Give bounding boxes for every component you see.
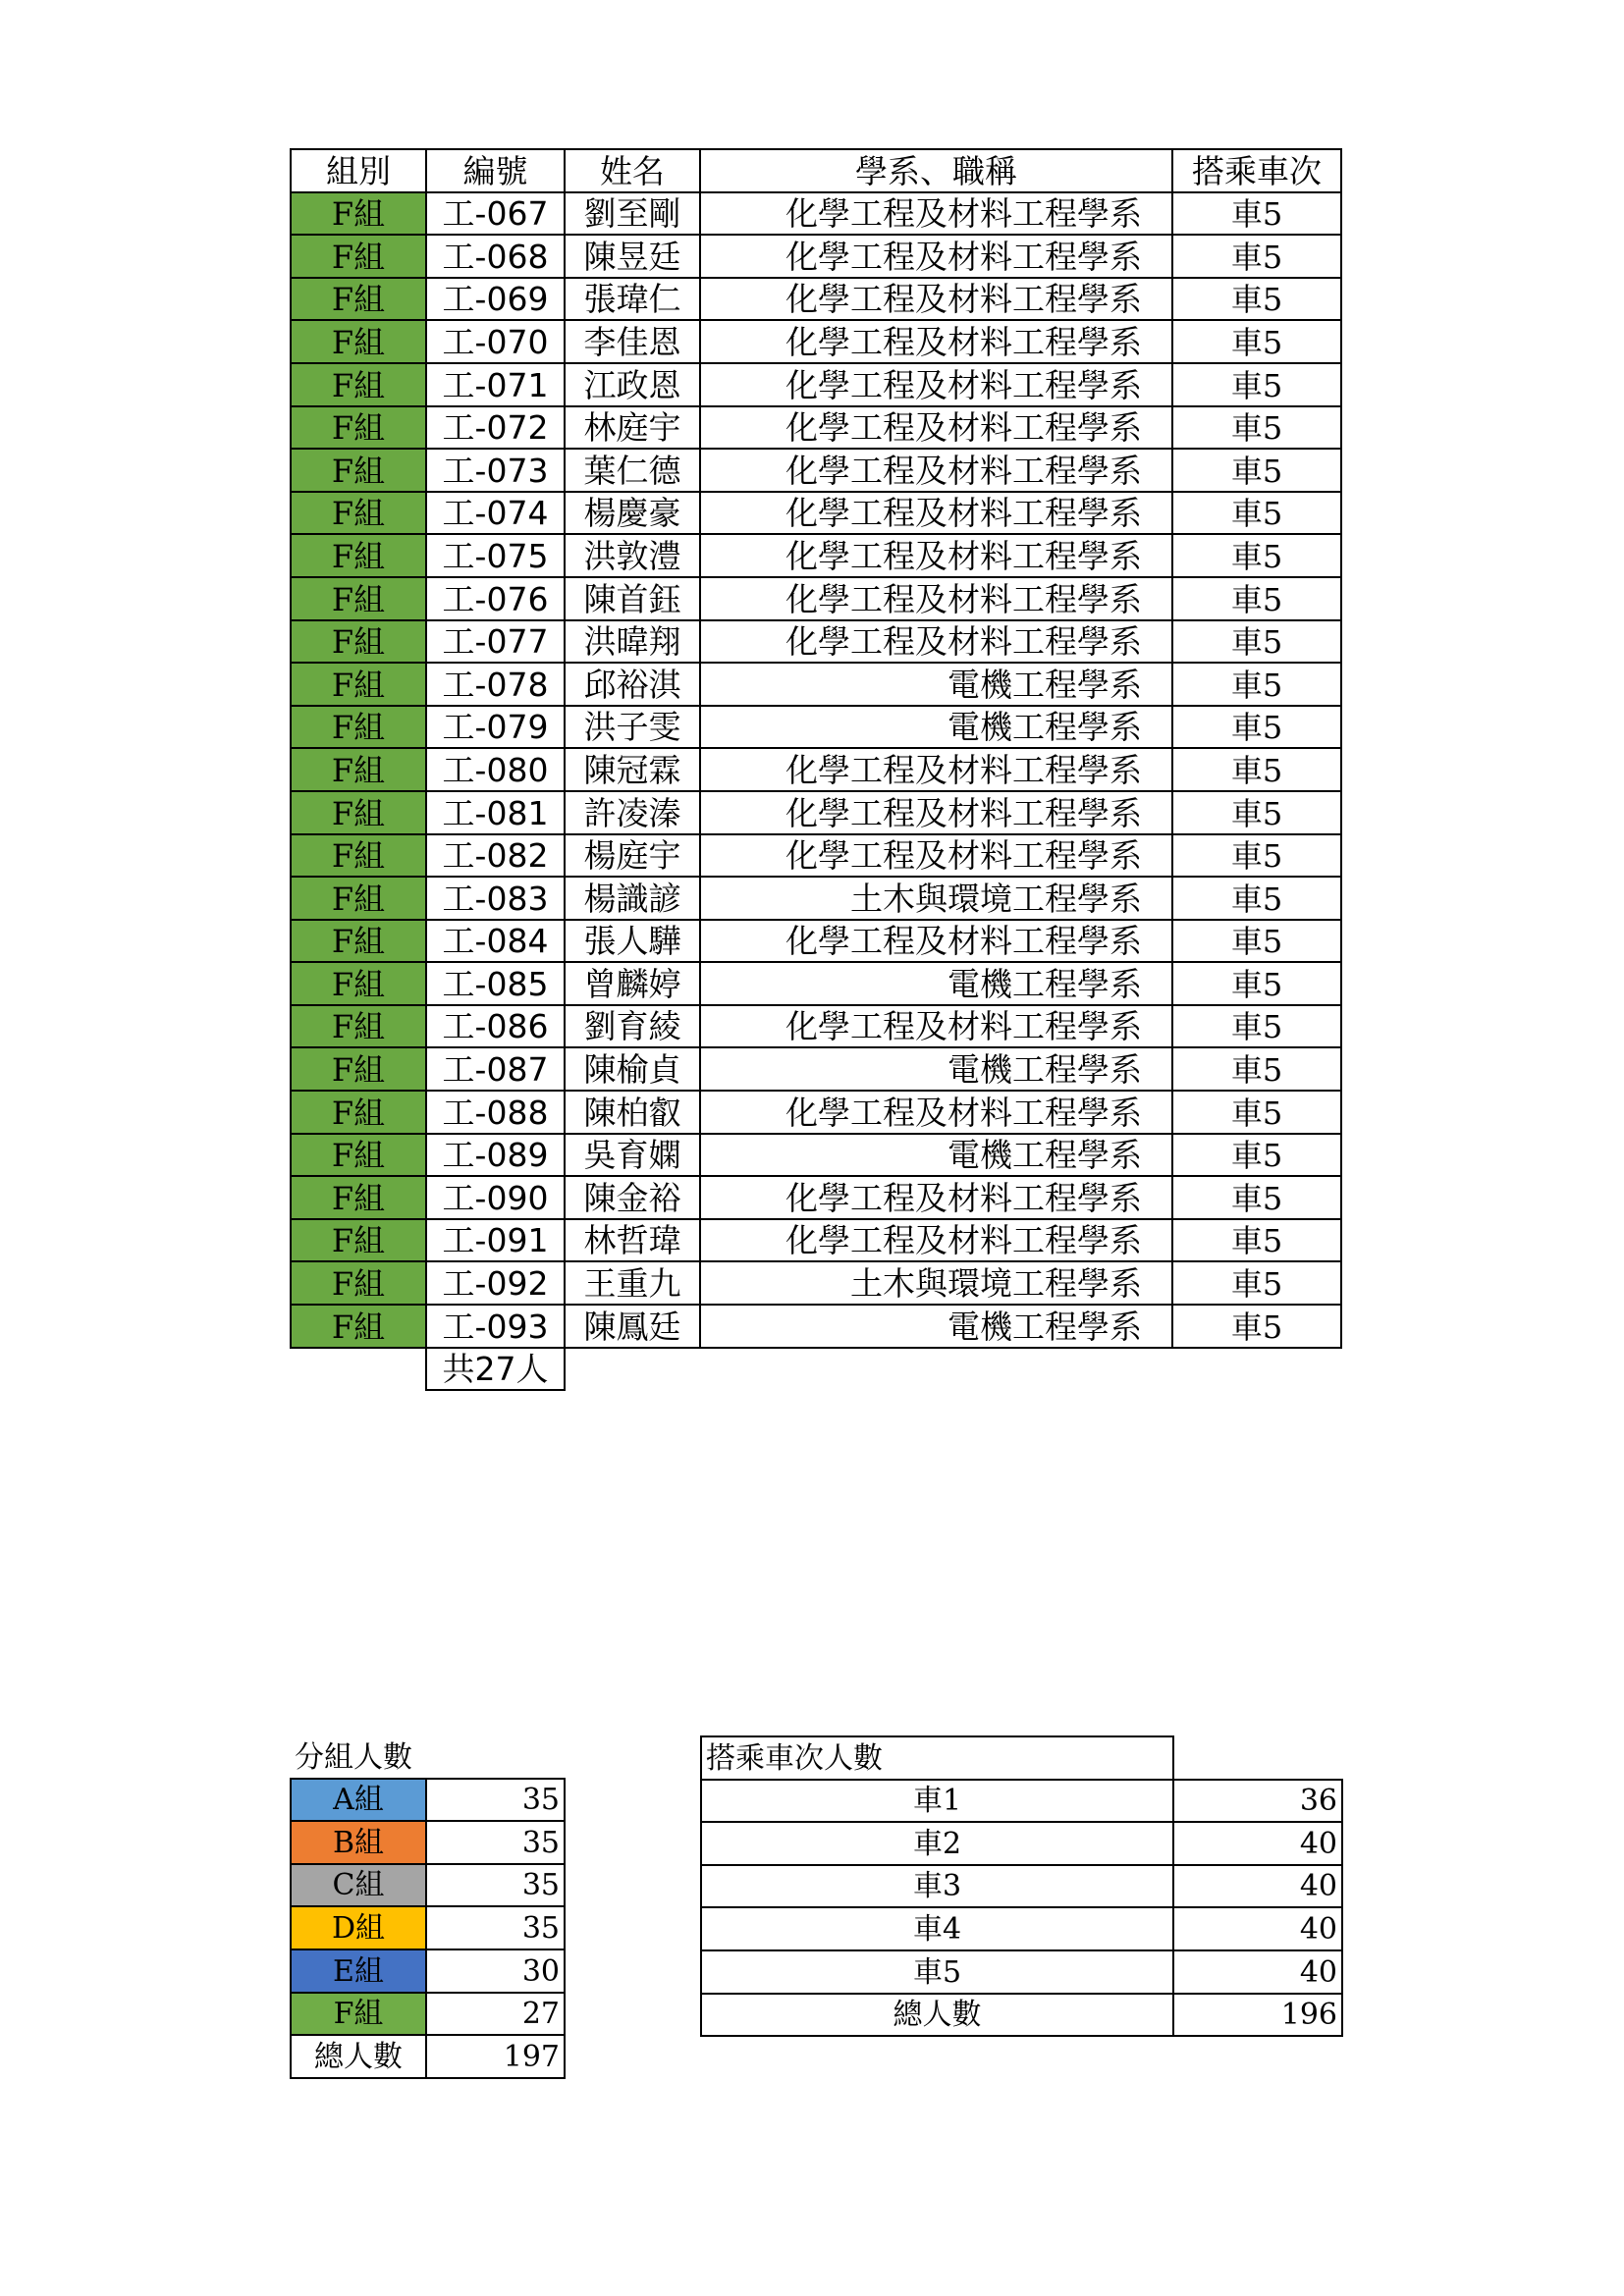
car-cell: 車5	[1172, 1047, 1341, 1091]
table-row	[291, 449, 1341, 492]
car-cell: 車5	[1172, 663, 1341, 706]
header-car: 搭乘車次	[1172, 149, 1341, 192]
table-row	[291, 706, 1341, 749]
group-count-label: E組	[291, 1949, 426, 1993]
name-cell: 陳柏叡	[565, 1091, 700, 1134]
department-cell: 化學工程及材料工程學系	[700, 1176, 1172, 1219]
department-cell: 電機工程學系	[700, 1047, 1172, 1091]
group-cell: F組	[291, 791, 426, 834]
group-cell: F組	[291, 920, 426, 963]
car-cell: 車5	[1172, 1005, 1341, 1048]
table-row	[291, 577, 1341, 620]
name-cell: 葉仁德	[565, 449, 700, 492]
car-count-row	[701, 1780, 1342, 1823]
group-count-value: 27	[426, 1993, 565, 2036]
group-cell: F組	[291, 620, 426, 664]
name-cell: 陳榆貞	[565, 1047, 700, 1091]
name-cell: 洪子雯	[565, 706, 700, 749]
group-cell: F組	[291, 577, 426, 620]
car-cell: 車5	[1172, 577, 1341, 620]
table-row	[291, 748, 1341, 791]
car-count-value: 36	[1173, 1780, 1342, 1823]
table-row	[291, 406, 1341, 450]
id-cell: 工-085	[426, 962, 565, 1005]
table-row	[291, 278, 1341, 321]
name-cell: 李佳恩	[565, 320, 700, 363]
car-count-caption: 搭乘車次人數	[701, 1736, 1173, 1780]
name-cell: 張瑋仁	[565, 278, 700, 321]
group-count-table	[290, 1735, 566, 2079]
department-cell: 化學工程及材料工程學系	[700, 320, 1172, 363]
car-cell: 車5	[1172, 1176, 1341, 1219]
id-cell: 工-073	[426, 449, 565, 492]
department-cell: 土木與環境工程學系	[700, 877, 1172, 920]
table-row	[291, 877, 1341, 920]
car-count-caption-spacer	[1173, 1736, 1342, 1780]
name-cell: 張人驊	[565, 920, 700, 963]
department-cell: 電機工程學系	[700, 1134, 1172, 1177]
car-cell: 車5	[1172, 962, 1341, 1005]
name-cell: 陳昱廷	[565, 235, 700, 278]
department-cell: 化學工程及材料工程學系	[700, 235, 1172, 278]
car-cell: 車5	[1172, 620, 1341, 664]
id-cell: 工-077	[426, 620, 565, 664]
id-cell: 工-081	[426, 791, 565, 834]
car-cell: 車5	[1172, 920, 1341, 963]
department-cell: 土木與環境工程學系	[700, 1261, 1172, 1305]
group-count-row	[291, 1779, 565, 1822]
table-row	[291, 620, 1341, 664]
id-cell: 工-080	[426, 748, 565, 791]
department-cell: 化學工程及材料工程學系	[700, 492, 1172, 535]
id-cell: 工-072	[426, 406, 565, 450]
group-count-row	[291, 1949, 565, 1993]
car-cell: 車5	[1172, 748, 1341, 791]
group-cell: F組	[291, 406, 426, 450]
car-cell: 車5	[1172, 534, 1341, 577]
group-cell: F組	[291, 706, 426, 749]
header-department: 學系、職稱	[700, 149, 1172, 192]
department-cell: 化學工程及材料工程學系	[700, 534, 1172, 577]
car-count-label: 車3	[701, 1865, 1173, 1908]
table-row	[291, 920, 1341, 963]
car-cell: 車5	[1172, 278, 1341, 321]
department-cell: 化學工程及材料工程學系	[700, 192, 1172, 236]
id-cell: 工-092	[426, 1261, 565, 1305]
roster-body	[291, 192, 1341, 1348]
car-count-row	[701, 1822, 1342, 1865]
group-cell: F組	[291, 834, 426, 878]
group-cell: F組	[291, 320, 426, 363]
id-cell: 工-082	[426, 834, 565, 878]
table-row	[291, 235, 1341, 278]
group-cell: F組	[291, 363, 426, 406]
id-cell: 工-093	[426, 1305, 565, 1348]
car-cell: 車5	[1172, 449, 1341, 492]
header-id: 編號	[426, 149, 565, 192]
table-row	[291, 320, 1341, 363]
group-cell: F組	[291, 1305, 426, 1348]
department-cell: 化學工程及材料工程學系	[700, 920, 1172, 963]
group-count-caption-row	[291, 1735, 565, 1779]
group-cell: F組	[291, 1091, 426, 1134]
group-cell: F組	[291, 962, 426, 1005]
table-row	[291, 1005, 1341, 1048]
group-cell: F組	[291, 748, 426, 791]
car-cell: 車5	[1172, 363, 1341, 406]
name-cell: 劉至剛	[565, 192, 700, 236]
car-count-caption-row	[701, 1736, 1342, 1780]
group-count-total: 197	[426, 2035, 565, 2078]
name-cell: 劉育綾	[565, 1005, 700, 1048]
car-cell: 車5	[1172, 877, 1341, 920]
car-count-value: 40	[1173, 1822, 1342, 1865]
id-cell: 工-068	[426, 235, 565, 278]
department-cell: 化學工程及材料工程學系	[700, 449, 1172, 492]
car-cell: 車5	[1172, 1305, 1341, 1348]
table-row	[291, 534, 1341, 577]
name-cell: 曾麟婷	[565, 962, 700, 1005]
id-cell: 工-079	[426, 706, 565, 749]
group-cell: F組	[291, 534, 426, 577]
group-count-label: D組	[291, 1906, 426, 1949]
car-cell: 車5	[1172, 1091, 1341, 1134]
department-cell: 化學工程及材料工程學系	[700, 834, 1172, 878]
id-cell: 工-076	[426, 577, 565, 620]
roster-total-spacer	[700, 1348, 1172, 1391]
table-row	[291, 492, 1341, 535]
car-count-value: 40	[1173, 1865, 1342, 1908]
table-row	[291, 363, 1341, 406]
group-count-label: F組	[291, 1993, 426, 2036]
department-cell: 電機工程學系	[700, 663, 1172, 706]
group-count-label: B組	[291, 1821, 426, 1864]
name-cell: 林庭宇	[565, 406, 700, 450]
roster-total-spacer	[1172, 1348, 1341, 1391]
group-count-label: A組	[291, 1779, 426, 1822]
group-count-body	[291, 1735, 565, 2078]
department-cell: 化學工程及材料工程學系	[700, 406, 1172, 450]
table-row	[291, 1047, 1341, 1091]
roster-total: 共27人	[426, 1348, 565, 1391]
roster-header-row	[291, 149, 1341, 192]
table-row	[291, 1091, 1341, 1134]
group-count-caption: 分組人數	[291, 1735, 426, 1779]
car-count-value: 40	[1173, 1950, 1342, 1994]
name-cell: 楊識諺	[565, 877, 700, 920]
id-cell: 工-074	[426, 492, 565, 535]
name-cell: 陳冠霖	[565, 748, 700, 791]
car-count-total-label: 總人數	[701, 1994, 1173, 2037]
car-cell: 車5	[1172, 235, 1341, 278]
car-cell: 車5	[1172, 791, 1341, 834]
id-cell: 工-070	[426, 320, 565, 363]
group-count-row	[291, 1864, 565, 1907]
name-cell: 楊庭宇	[565, 834, 700, 878]
car-count-row	[701, 1907, 1342, 1950]
id-cell: 工-090	[426, 1176, 565, 1219]
name-cell: 楊慶豪	[565, 492, 700, 535]
table-row	[291, 1176, 1341, 1219]
table-row	[291, 1305, 1341, 1348]
id-cell: 工-069	[426, 278, 565, 321]
roster-total-spacer	[565, 1348, 700, 1391]
group-count-value: 35	[426, 1779, 565, 1822]
name-cell: 王重九	[565, 1261, 700, 1305]
header-name: 姓名	[565, 149, 700, 192]
group-count-total-row	[291, 2035, 565, 2078]
car-count-total-row	[701, 1994, 1342, 2037]
group-cell: F組	[291, 663, 426, 706]
car-count-label: 車4	[701, 1907, 1173, 1950]
group-cell: F組	[291, 192, 426, 236]
id-cell: 工-067	[426, 192, 565, 236]
name-cell: 林哲瑋	[565, 1219, 700, 1262]
department-cell: 電機工程學系	[700, 1305, 1172, 1348]
car-cell: 車5	[1172, 192, 1341, 236]
car-cell: 車5	[1172, 706, 1341, 749]
car-count-row	[701, 1865, 1342, 1908]
table-row	[291, 791, 1341, 834]
id-cell: 工-091	[426, 1219, 565, 1262]
id-cell: 工-086	[426, 1005, 565, 1048]
header-group: 組別	[291, 149, 426, 192]
roster-total-spacer	[291, 1348, 426, 1391]
car-cell: 車5	[1172, 834, 1341, 878]
table-row	[291, 962, 1341, 1005]
id-cell: 工-084	[426, 920, 565, 963]
name-cell: 陳金裕	[565, 1176, 700, 1219]
group-cell: F組	[291, 1134, 426, 1177]
name-cell: 江政恩	[565, 363, 700, 406]
roster-total-row	[291, 1348, 1341, 1391]
car-count-table	[700, 1735, 1343, 2037]
department-cell: 化學工程及材料工程學系	[700, 1091, 1172, 1134]
group-count-value: 30	[426, 1949, 565, 1993]
group-cell: F組	[291, 1219, 426, 1262]
table-row	[291, 834, 1341, 878]
car-cell: 車5	[1172, 1134, 1341, 1177]
id-cell: 工-083	[426, 877, 565, 920]
department-cell: 化學工程及材料工程學系	[700, 748, 1172, 791]
group-cell: F組	[291, 449, 426, 492]
car-cell: 車5	[1172, 406, 1341, 450]
car-count-total: 196	[1173, 1994, 1342, 2037]
group-count-value: 35	[426, 1906, 565, 1949]
car-cell: 車5	[1172, 492, 1341, 535]
group-cell: F組	[291, 492, 426, 535]
car-cell: 車5	[1172, 320, 1341, 363]
id-cell: 工-089	[426, 1134, 565, 1177]
group-cell: F組	[291, 1176, 426, 1219]
car-count-label: 車1	[701, 1780, 1173, 1823]
car-count-body	[701, 1736, 1342, 2036]
group-cell: F組	[291, 1047, 426, 1091]
group-count-row	[291, 1993, 565, 2036]
table-row	[291, 663, 1341, 706]
id-cell: 工-078	[426, 663, 565, 706]
group-count-label: C組	[291, 1864, 426, 1907]
group-count-row	[291, 1821, 565, 1864]
id-cell: 工-075	[426, 534, 565, 577]
name-cell: 吳育嫻	[565, 1134, 700, 1177]
name-cell: 陳首鈺	[565, 577, 700, 620]
table-row	[291, 1219, 1341, 1262]
group-cell: F組	[291, 235, 426, 278]
id-cell: 工-088	[426, 1091, 565, 1134]
car-count-label: 車2	[701, 1822, 1173, 1865]
table-row	[291, 1134, 1341, 1177]
name-cell: 陳鳳廷	[565, 1305, 700, 1348]
group-cell: F組	[291, 278, 426, 321]
department-cell: 化學工程及材料工程學系	[700, 577, 1172, 620]
car-cell: 車5	[1172, 1261, 1341, 1305]
group-cell: F組	[291, 1005, 426, 1048]
group-count-value: 35	[426, 1864, 565, 1907]
department-cell: 化學工程及材料工程學系	[700, 1219, 1172, 1262]
name-cell: 洪暐翔	[565, 620, 700, 664]
group-count-total-label: 總人數	[291, 2035, 426, 2078]
id-cell: 工-071	[426, 363, 565, 406]
car-count-label: 車5	[701, 1950, 1173, 1994]
department-cell: 化學工程及材料工程學系	[700, 1005, 1172, 1048]
id-cell: 工-087	[426, 1047, 565, 1091]
department-cell: 化學工程及材料工程學系	[700, 278, 1172, 321]
department-cell: 電機工程學系	[700, 962, 1172, 1005]
department-cell: 化學工程及材料工程學系	[700, 363, 1172, 406]
name-cell: 邱裕淇	[565, 663, 700, 706]
roster-table	[290, 148, 1342, 1391]
name-cell: 洪敦澧	[565, 534, 700, 577]
table-row	[291, 192, 1341, 236]
group-count-caption-spacer	[426, 1735, 565, 1779]
department-cell: 化學工程及材料工程學系	[700, 791, 1172, 834]
table-row	[291, 1261, 1341, 1305]
department-cell: 化學工程及材料工程學系	[700, 620, 1172, 664]
car-cell: 車5	[1172, 1219, 1341, 1262]
department-cell: 電機工程學系	[700, 706, 1172, 749]
name-cell: 許凌溱	[565, 791, 700, 834]
car-count-value: 40	[1173, 1907, 1342, 1950]
group-cell: F組	[291, 1261, 426, 1305]
group-cell: F組	[291, 877, 426, 920]
group-count-value: 35	[426, 1821, 565, 1864]
car-count-row	[701, 1950, 1342, 1994]
group-count-row	[291, 1906, 565, 1949]
